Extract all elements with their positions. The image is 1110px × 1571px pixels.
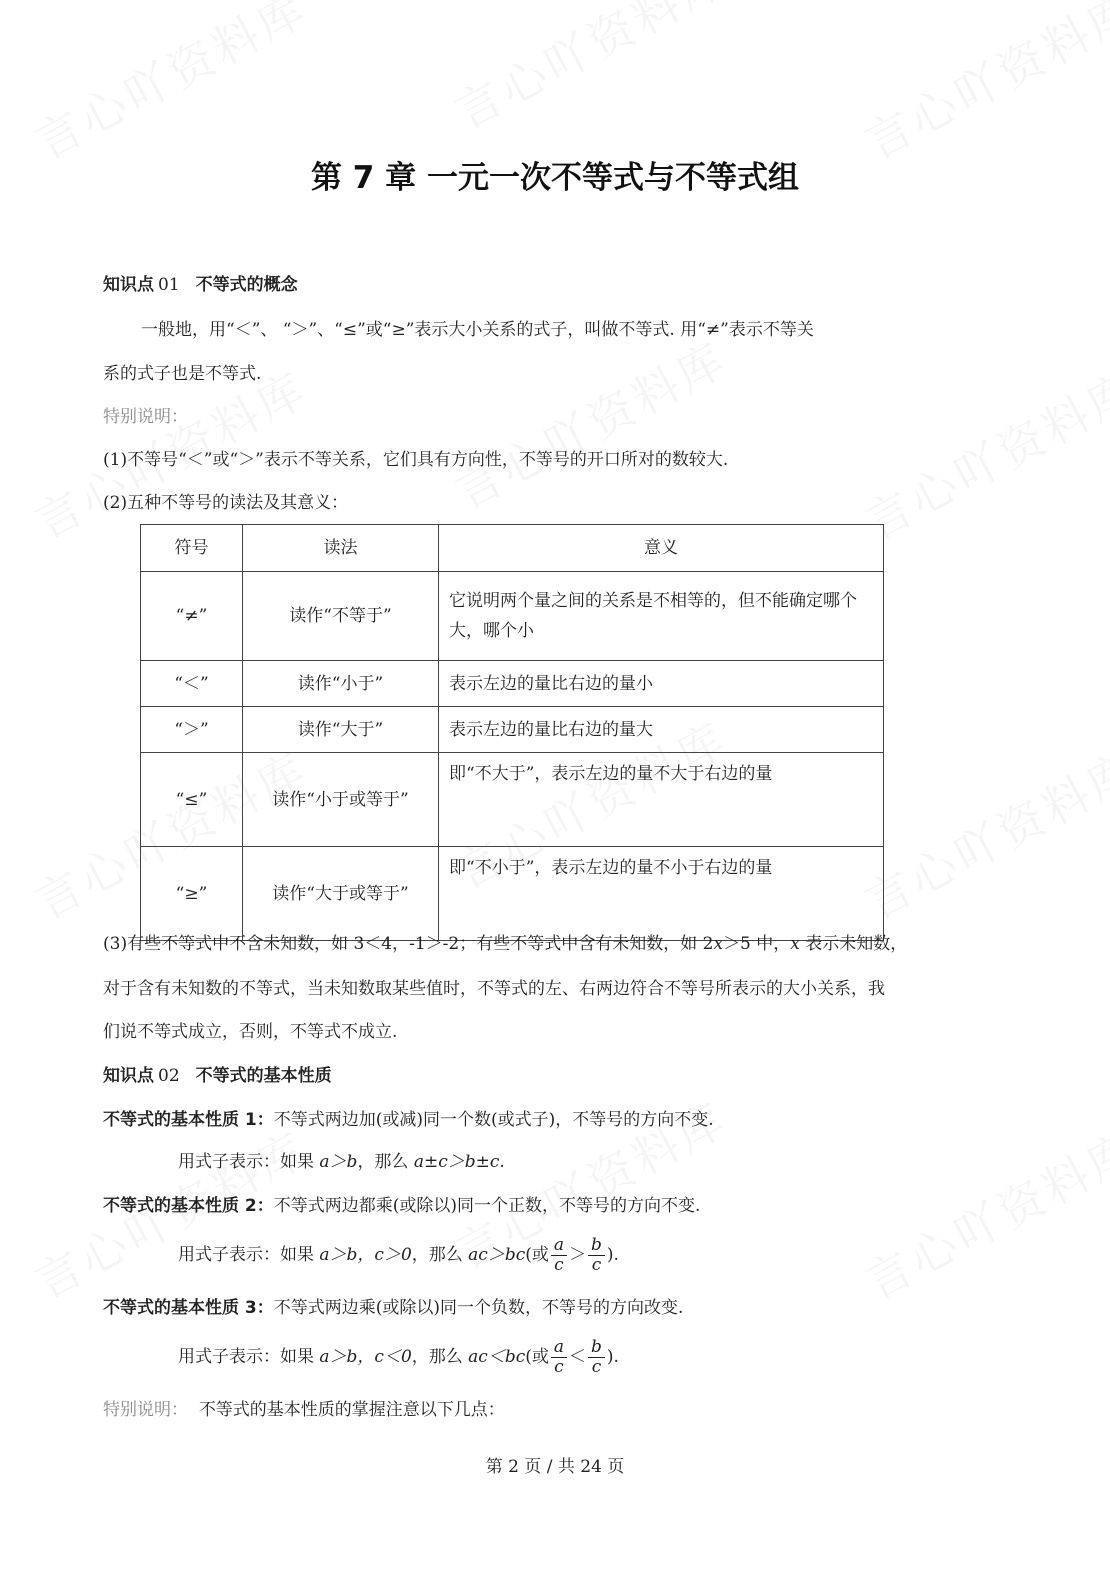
watermark [852, 733, 1110, 932]
formula-text: 用式子表示：如果 [178, 1347, 320, 1367]
formula-math: a±c＞b±c [413, 1152, 500, 1172]
table-row [141, 707, 884, 753]
page-title: 第 7 章 一元一次不等式与不等式组 [311, 160, 799, 196]
property1-formula [178, 1148, 505, 1176]
table-cell-symbol: “≠” [141, 572, 243, 661]
note3-line3: 们说不等式成立，否则，不等式不成立. [103, 1022, 398, 1042]
note3-variable: x [790, 934, 800, 954]
property3 [103, 1294, 683, 1322]
watermark [852, 0, 1110, 173]
table-cell-symbol: “＞” [141, 707, 243, 753]
kp2-note [103, 1396, 505, 1424]
table-row [141, 661, 884, 707]
table-cell-meaning: 表示左边的量比右边的量小 [439, 661, 884, 707]
property3-label: 不等式的基本性质 3： [103, 1298, 274, 1318]
table-row [141, 847, 884, 941]
kp1-label: 知识点 [103, 275, 154, 295]
property1-text: 不等式两边加(或减)同一个数(或式子)，不等号的方向不变. [273, 1110, 714, 1130]
kp2-note-text: 不等式的基本性质的掌握注意以下几点： [198, 1400, 505, 1420]
kp1-number: 01 [158, 275, 180, 295]
table-cell-meaning: 它说明两个量之间的关系是不相等的，但不能确定哪个大，哪个小 [439, 572, 884, 661]
table-cell-symbol: “≥” [141, 847, 243, 941]
formula-text: . [499, 1152, 505, 1172]
kp2-number: 02 [158, 1066, 180, 1086]
watermark [442, 323, 738, 522]
table-cell-read: 读作“小于” [243, 661, 439, 707]
kp1-paragraph-line1: 一般地，用“＜”、 “＞”、“≤”或“≥”表示大小关系的式子，叫做不等式. 用“≠”表示不等关 [141, 320, 814, 340]
kp2-note-label: 特别说明： [103, 1400, 188, 1420]
fraction-denominator: c [591, 1357, 602, 1377]
note3-line1 [103, 930, 907, 958]
formula-text: ，那么 [411, 1245, 469, 1265]
formula-text: ，那么 [357, 1152, 414, 1172]
table-cell-read: 读作“不等于” [243, 572, 439, 661]
note3-text: 表示未知数， [799, 934, 908, 954]
property2 [103, 1192, 700, 1220]
table-header: 意义 [439, 525, 884, 572]
kp2-heading [103, 1062, 332, 1090]
fraction-b-over-c [588, 1236, 605, 1274]
kp2-label: 知识点 [103, 1066, 154, 1086]
formula-math: ac＜bc [468, 1347, 526, 1367]
fraction-b-over-c [588, 1338, 605, 1376]
page-footer: 第 2 页 / 共 24 页 [485, 1457, 625, 1477]
table-cell-symbol: “≤” [141, 753, 243, 847]
kp2-name: 不等式的基本性质 [195, 1066, 332, 1086]
table-cell-meaning: 即“不小于”，表示左边的量不小于右边的量 [439, 847, 884, 941]
formula-math: a＞b，c＞0 [319, 1245, 412, 1265]
fraction-denominator: c [591, 1255, 602, 1275]
formula-operator: ＞ [569, 1245, 587, 1265]
formula-text: ). [606, 1245, 619, 1265]
watermark [442, 0, 738, 143]
formula-text: ，那么 [411, 1347, 469, 1367]
formula-text: 用式子表示：如果 [178, 1152, 320, 1172]
kp1-note2: (2)五种不等号的读法及其意义： [103, 493, 349, 513]
note3-variable: x [713, 934, 724, 954]
formula-math: a＞b，c＜0 [319, 1347, 412, 1367]
formula-text: ). [606, 1347, 619, 1367]
watermark [852, 353, 1110, 552]
watermark [22, 0, 318, 173]
fraction-a-over-c [551, 1236, 567, 1274]
kp1-heading [103, 271, 298, 299]
fraction-numerator: a [551, 1236, 567, 1256]
formula-operator: ＜ [569, 1347, 587, 1367]
fraction-a-over-c [551, 1338, 567, 1376]
table-cell-read: 读作“小于或等于” [243, 753, 439, 847]
table-row [141, 572, 884, 661]
table-cell-read: 读作“大于或等于” [243, 847, 439, 941]
watermark [852, 1113, 1110, 1312]
table-header-row [141, 525, 884, 572]
formula-text: (或 [525, 1347, 549, 1367]
formula-text: 用式子表示：如果 [178, 1245, 320, 1265]
formula-math: a＞b [319, 1152, 358, 1172]
table-cell-symbol: “＜” [141, 661, 243, 707]
property2-formula [178, 1232, 619, 1278]
kp1-paragraph-line2: 系的式子也是不等式. [103, 364, 262, 384]
property2-text: 不等式两边都乘(或除以)同一个正数，不等号的方向不变. [273, 1196, 701, 1216]
table-cell-read: 读作“大于” [243, 707, 439, 753]
property1-label: 不等式的基本性质 1： [103, 1110, 274, 1130]
property3-text: 不等式两边乘(或除以)同一个负数，不等号的方向改变. [273, 1298, 684, 1318]
formula-math: ac＞bc [468, 1245, 526, 1265]
note3-text: (3)有些不等式中不含未知数，如 3＜4，-1＞-2；有些不等式中含有未知数，如 2 [103, 934, 714, 954]
table-header: 读法 [243, 525, 439, 572]
inequality-table [140, 524, 884, 941]
property1 [103, 1106, 714, 1134]
table-header: 符号 [141, 525, 243, 572]
fraction-denominator: c [554, 1357, 564, 1377]
property2-label: 不等式的基本性质 2： [103, 1196, 274, 1216]
table-cell-meaning: 表示左边的量比右边的量大 [439, 707, 884, 753]
table-row [141, 753, 884, 847]
kp1-name: 不等式的概念 [195, 275, 298, 295]
formula-text: (或 [525, 1245, 549, 1265]
fraction-numerator: a [551, 1338, 567, 1358]
kp1-note1: (1)不等号“＜”或“＞”表示不等关系，它们具有方向性，不等号的开口所对的数较大. [103, 450, 729, 470]
fraction-numerator: b [588, 1236, 605, 1256]
note3-line2: 对于含有未知数的不等式，当未知数取某些值时，不等式的左、右两边符合不等号所表示的大小关系，我 [103, 979, 885, 999]
note3-text: ＞5 中， [723, 934, 791, 954]
table-cell-meaning: 即“不大于”，表示左边的量不大于右边的量 [439, 753, 884, 847]
property3-formula [178, 1334, 619, 1380]
fraction-denominator: c [554, 1255, 564, 1275]
fraction-numerator: b [588, 1338, 605, 1358]
kp1-note-label: 特别说明： [103, 407, 188, 427]
